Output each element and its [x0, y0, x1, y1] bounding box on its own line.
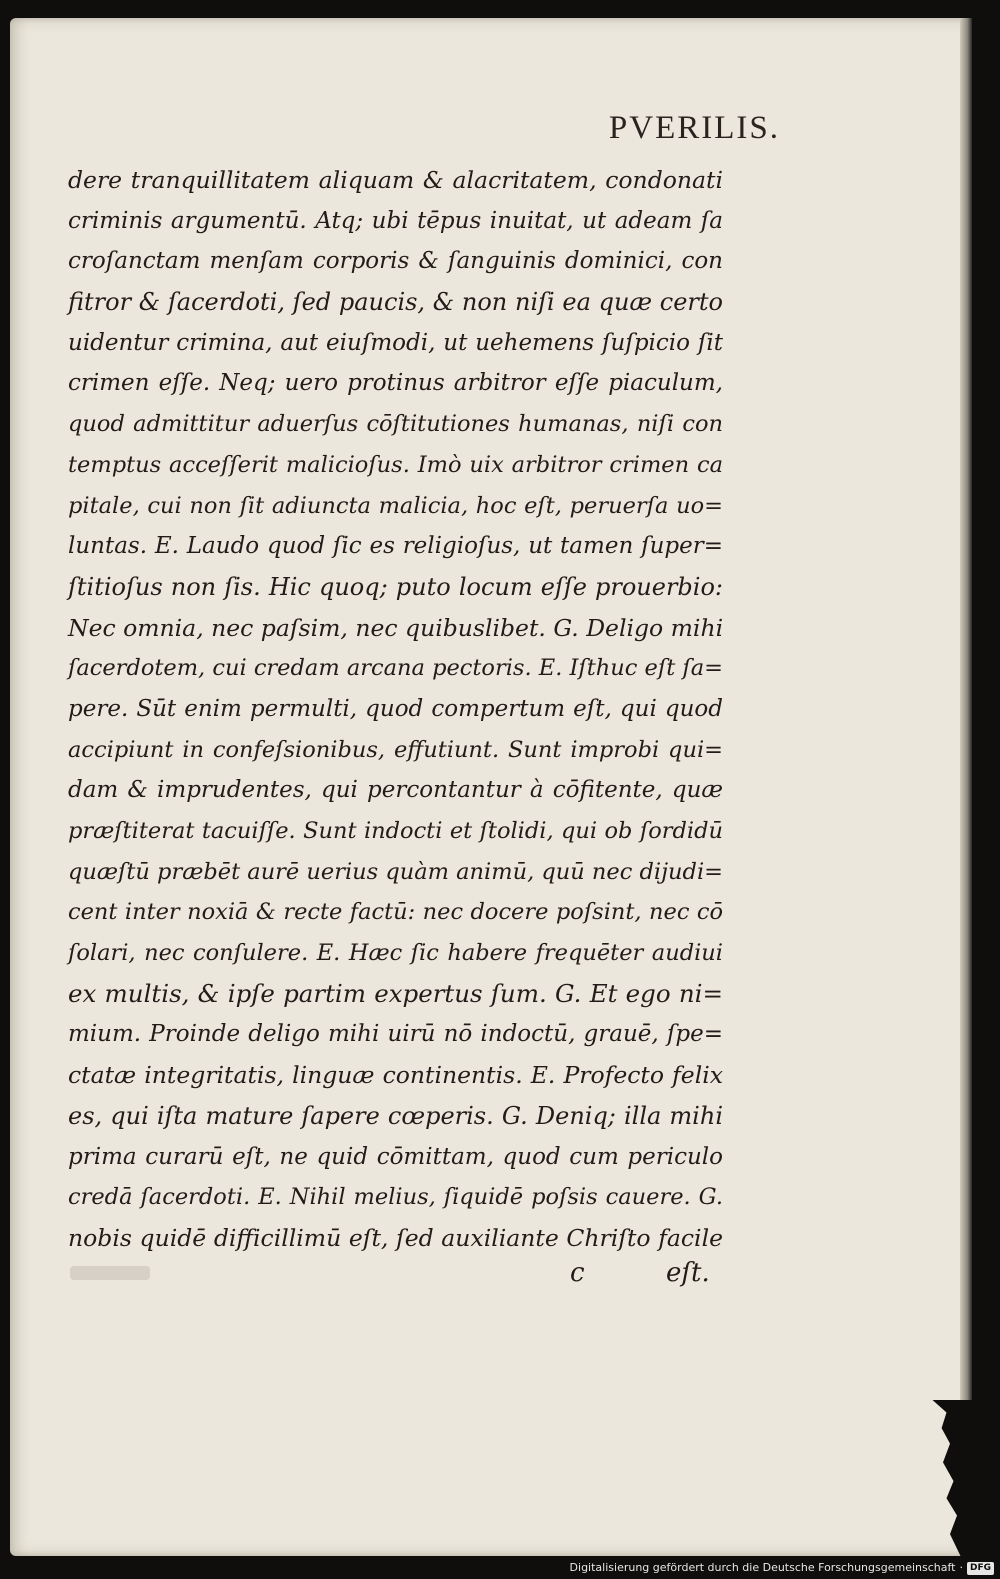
text-line: uidentur crimina, aut eiuſmodi, ut uehemens ſuſpicio ſit [68, 329, 723, 356]
text-line: ſacerdotem, cui credam arcana pectoris. E. Iſthuc eſt ſa= [68, 655, 723, 682]
text-line: credā ſacerdoti. E. Nihil melius, ſiquidē poſsis cauere. G. [68, 1184, 723, 1211]
running-head: PVERILIS. [608, 110, 780, 146]
faint-ink-mark [70, 1266, 150, 1280]
credit-text: Digitalisierung gefördert durch die Deutsche Forschungsgemeinschaft [569, 1561, 956, 1574]
credit-separator: · [959, 1561, 963, 1574]
dfg-logo: DFG [967, 1562, 994, 1575]
text-line: præſtiterat tacuiſſe. Sunt indocti et ſtolidi, qui ob ſordidū [68, 818, 723, 844]
text-line: ctatæ integritatis, linguæ continentis. E. Profecto felix [68, 1061, 723, 1090]
text-line: mium. Proinde deligo mihi uirū nō indoctū, grauē, ſpe= [68, 1021, 723, 1048]
text-line: Nec omnia, nec paſsim, nec quibuslibet. G. Deligo mihi [68, 613, 724, 642]
text-line: es, qui iſta mature ſapere cœperis. G. Deniq; illa mihi [68, 1101, 723, 1130]
text-line: cent inter noxiā & recte factū: nec docere poſsint, nec cō [68, 899, 723, 926]
text-line: nobis quidē difficillimū eſt, ſed auxiliante Chriſto facile [68, 1223, 723, 1252]
page-edge [960, 18, 972, 1556]
catchword: eſt. [666, 1258, 710, 1288]
text-line: quæſtū præbēt aurē uerius quàm animū, quū nec dijudi= [68, 858, 723, 885]
text-line: ſolari, nec conſulere. E. Hæc ſic habere frequēter audiui [68, 940, 723, 967]
text-line: pitale, cui non ſit adiuncta malicia, hoc eſt, peruerſa uo= [68, 492, 723, 519]
text-line: ex multis, & ipſe partim expertus ſum. G. Et ego ni= [68, 978, 723, 1008]
text-line: fitror & ſacerdoti, ſed paucis, & non niſi ea quæ certo [68, 288, 723, 317]
text-line: criminis argumentū. Atq; ubi tēpus inuitat, ut adeam ſa [68, 207, 723, 234]
text-line: quod admittitur aduerſus cōſtitutiones humanas, niſi con [68, 411, 723, 438]
text-line: croſanctam menſam corporis & ſanguinis dominici, con [68, 248, 723, 275]
text-line: accipiunt in confeſsionibus, effutiunt. Sunt improbi qui= [68, 736, 723, 763]
text-line: prima curarū eſt, ne quid cōmittam, quod cum periculo [68, 1143, 723, 1170]
text-line: ſtitioſus non ſis. Hic quoq; puto locum eſſe prouerbio: [68, 572, 723, 601]
page-body-text [68, 160, 723, 1259]
signature-mark: c [570, 1258, 585, 1288]
text-line: pere. Sūt enim permulti, quod compertum eſt, qui quod [68, 695, 723, 722]
text-line: luntas. E. Laudo quod ſic es religioſus, ut tamen ſuper= [68, 533, 723, 560]
text-line: dam & imprudentes, qui percontantur à cōfitente, quæ [68, 777, 723, 804]
text-line: crimen eſſe. Neq; uero protinus arbitror eſſe piaculum, [68, 370, 723, 397]
text-line: temptus acceſſerit malicioſus. Imò uix arbitror crimen ca [68, 451, 723, 478]
digitization-credit [570, 1559, 994, 1577]
text-line: dere tranquillitatem aliquam & alacritatem, condonati [68, 166, 723, 194]
